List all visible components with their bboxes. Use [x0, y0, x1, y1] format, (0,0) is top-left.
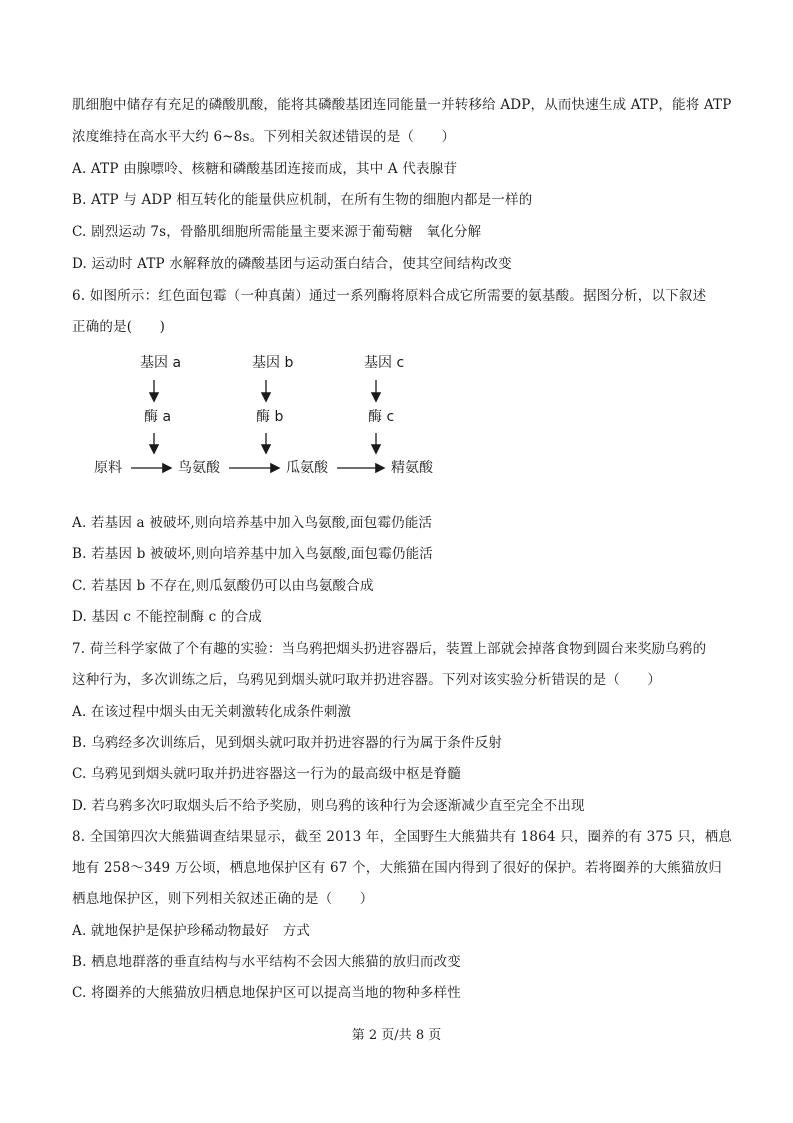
q8-stem-line1: 8. 全国第四次大熊猫调查结果显示，截至 2013 年，全国野生大熊猫共有 1864 只，圈养的有 375 只，栖息: [72, 829, 733, 845]
q7-option-a: A. 在该过程中烟头由无关刺激转化成条件刺激: [72, 704, 352, 720]
enzyme-b-label: 酶 b: [256, 409, 284, 425]
q5-option-d: D. 运动时 ATP 水解释放的磷酸基团与运动蛋白结合，使其空间结构改变: [72, 256, 512, 272]
q7-option-d: D. 若乌鸦多次叼取烟头后不给予奖励，则乌鸦的该种行为会逐渐减少直至完全不出现: [72, 798, 585, 814]
q6-option-b: B. 若基因 b 被破坏,则向培养基中加入鸟氨酸,面包霉仍能活: [72, 546, 434, 562]
q7-stem-line1: 7. 荷兰科学家做了个有趣的实验：当乌鸦把烟头扔进容器后，装置上部就会掉落食物到圆台来奖励乌鸦的: [72, 641, 707, 657]
gene-a-label: 基因 a: [140, 355, 182, 371]
q8-stem-line2: 地有 258～349 万公顷，栖息地保护区有 67 个，大熊猫在国内得到了很好的保护。若将圈养的大熊猫放归: [72, 860, 722, 876]
metabolic-pathway-diagram: [88, 348, 468, 498]
enzyme-c-label: 酶 c: [368, 409, 395, 425]
q8-option-a: A. 就地保护是保护珍稀动物最好 方式: [72, 923, 311, 939]
q8-option-b: B. 栖息地群落的垂直结构与水平结构不会因大熊猫的放归而改变: [72, 954, 462, 970]
q6-option-d: D. 基因 c 不能控制酶 c 的合成: [72, 609, 263, 625]
gene-b-label: 基因 b: [252, 355, 294, 371]
q6-option-a: A. 若基因 a 被破坏,则向培养基中加入鸟氨酸,面包霉仍能活: [72, 515, 433, 531]
q5-stem-line1: 肌细胞中储存有充足的磷酸肌酸，能将其磷酸基团连同能量一并转移给 ADP，从而快速生成 ATP，能将 ATP: [72, 97, 732, 113]
raw-material-label: 原料: [94, 460, 122, 476]
q5-stem-line2: 浓度维持在高水平大约 6~8s。下列相关叙述错误的是（ ）: [72, 129, 456, 145]
citrulline-label: 瓜氨酸: [286, 460, 328, 476]
ornithine-label: 鸟氨酸: [178, 460, 220, 476]
q7-option-c: C. 乌鸦见到烟头就叼取并扔进容器这一行为的最高级中枢是脊髓: [72, 766, 461, 782]
q6-option-c: C. 若基因 b 不存在,则瓜氨酸仍可以由鸟氨酸合成: [72, 578, 374, 594]
q5-option-b: B. ATP 与 ADP 相互转化的能量供应机制，在所有生物的细胞内都是一样的: [72, 192, 533, 208]
enzyme-a-label: 酶 a: [144, 409, 172, 425]
q6-stem-line1: 6. 如图所示：红色面包霉（一种真菌）通过一系列酶将原料合成它所需要的氨基酸。据图分析，以下叙述: [72, 288, 707, 304]
q5-option-c: C. 剧烈运动 7s，骨骼肌细胞所需能量主要来源于葡萄糖 氧化分解: [72, 224, 482, 240]
q5-option-a: A. ATP 由腺嘌呤、核糖和磷酸基团连接而成，其中 A 代表腺苷: [72, 161, 458, 177]
q7-stem-line2: 这种行为，多次训练之后，乌鸦见到烟头就叼取并扔进容器。下列对该实验分析错误的是（ ）: [72, 672, 662, 688]
gene-c-label: 基因 c: [364, 355, 405, 371]
q6-stem-line2: 正确的是( ): [72, 319, 166, 335]
q8-option-c: C. 将圈养的大熊猫放归栖息地保护区可以提高当地的物种多样性: [72, 985, 461, 1001]
arginine-label: 精氨酸: [391, 460, 433, 476]
q7-option-b: B. 乌鸦经多次训练后，见到烟头就叼取并扔进容器的行为属于条件反射: [72, 735, 503, 751]
page-footer: 第 2 页/共 8 页: [351, 1028, 442, 1043]
q8-stem-line3: 栖息地保护区，则下列相关叙述正确的是（ ）: [72, 891, 374, 907]
